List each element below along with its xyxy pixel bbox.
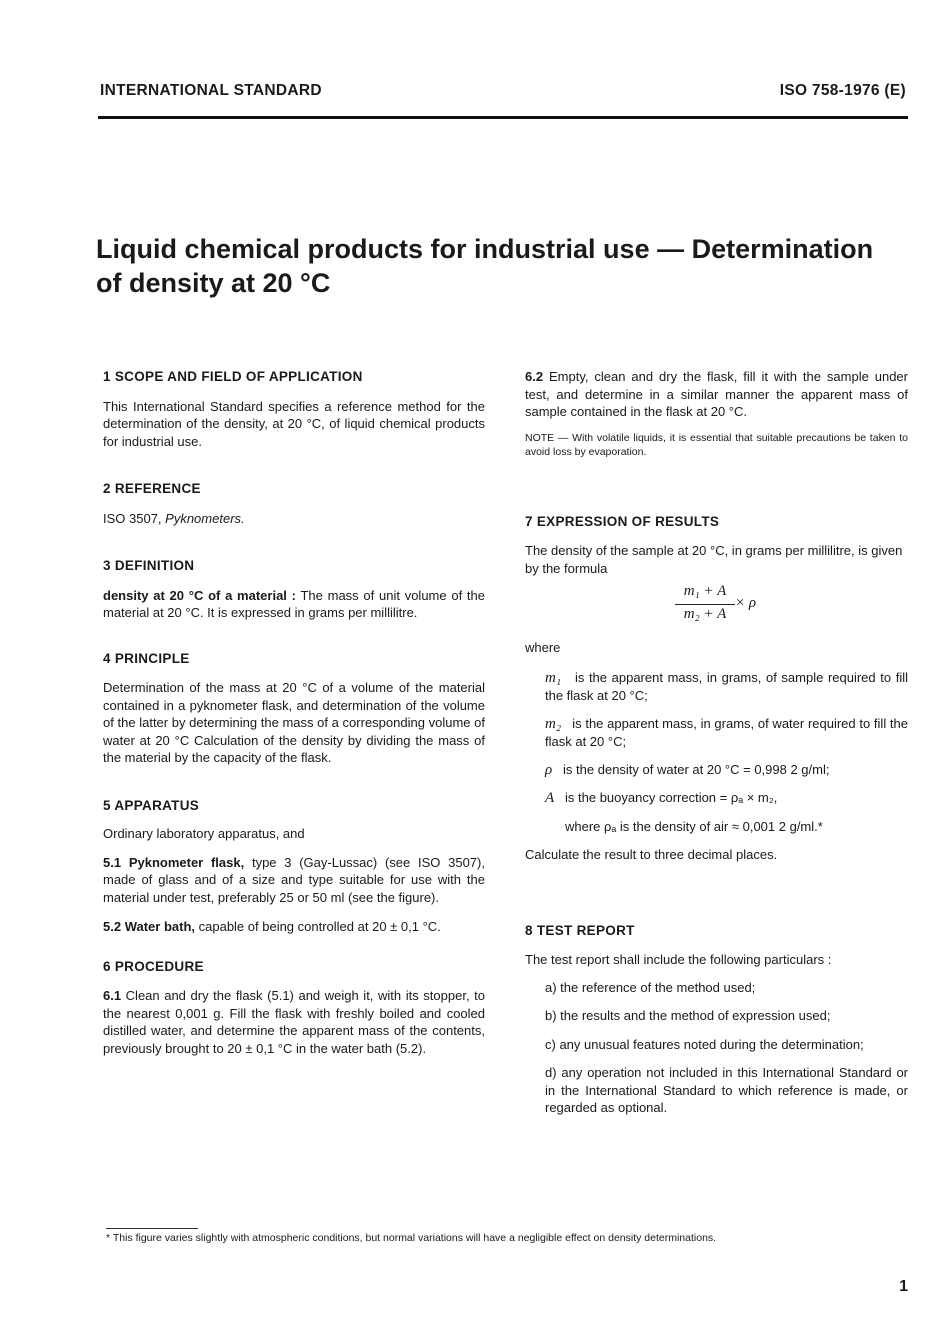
procedure-note: NOTE — With volatile liquids, it is essential that suitable precautions be taken to avoid loss by evaporation. bbox=[525, 431, 908, 458]
section-4-heading: 4 PRINCIPLE bbox=[103, 650, 190, 666]
item-6-1 bbox=[103, 987, 485, 1057]
report-item-a: a) the reference of the method used; bbox=[545, 979, 756, 995]
definition-a bbox=[525, 789, 908, 808]
section-2-text bbox=[103, 510, 485, 528]
title-line-2: of density at 20 °C bbox=[96, 268, 331, 298]
definition-m1 bbox=[525, 669, 908, 705]
header-left: INTERNATIONAL STANDARD bbox=[100, 82, 322, 99]
section-1-text: This International Standard specifies a reference method for the determination of the density, at 20 °C, of liquid chemical products for industrial use. bbox=[103, 398, 485, 449]
rho-text: is the density of water at 20 °C = 0,998 2 g/ml; bbox=[563, 761, 830, 777]
page-title bbox=[96, 232, 916, 300]
definition-rho bbox=[525, 761, 908, 780]
section-3-text bbox=[103, 587, 485, 622]
page-number: 1 bbox=[899, 1278, 908, 1295]
item-5-2-text: capable of being controlled at 20 ± 0,1 °C. bbox=[195, 919, 441, 934]
report-items bbox=[525, 979, 908, 1117]
item-6-1-text: Clean and dry the flask (5.1) and weigh it, with its stopper, to the nearest 0,001 g. Fill the flask with freshly boiled and cooled distilled water, and determine the apparent mass of the contents, previously brought to 20 ± 0,1 °C in the water bath (5.2). bbox=[103, 988, 485, 1056]
report-item-c: c) any unusual features noted during the determination; bbox=[545, 1036, 864, 1052]
definition-text: The mass of unit volume of the material at 20 °C. It is expressed in grams per millilitre. bbox=[103, 587, 485, 620]
section-5-intro: Ordinary laboratory apparatus, and bbox=[103, 826, 305, 841]
section-5-heading: 5 APPARATUS bbox=[103, 797, 200, 813]
section-7-intro: The density of the sample at 20 °C, in grams per millilitre, is given by the formula bbox=[525, 543, 903, 576]
formula-fraction-bar bbox=[675, 604, 735, 605]
section-4-text: Determination of the mass at 20 °C of a volume of the material contained in a pyknometer flask, and determination of the volume of the latter by determining the mass of a corresponding volume of water at 20 °C Calculation of the density by dividing the mass of the material by the capacity of the flask. bbox=[103, 680, 485, 765]
section-3-heading: 3 DEFINITION bbox=[103, 558, 195, 573]
formula-multiplier: × ρ bbox=[735, 595, 757, 611]
item-6-1-number: 6.1 bbox=[103, 988, 122, 1003]
section-8-heading: 8 TEST REPORT bbox=[525, 922, 635, 938]
definition-term: density at 20 °C of a material : bbox=[103, 587, 296, 603]
footnote-rule bbox=[106, 1228, 198, 1229]
where-label: where bbox=[525, 640, 561, 655]
formula-denominator: m₂ + A bbox=[683, 606, 727, 622]
section-1-heading: 1 SCOPE AND FIELD OF APPLICATION bbox=[103, 369, 363, 384]
report-item-d: d) any operation not included in this International Standard or in the International Standard to which reference is made, or regarded as optional. bbox=[545, 1065, 908, 1115]
item-6-2 bbox=[525, 368, 908, 421]
symbol-m1: m₁ bbox=[545, 669, 562, 686]
a-text: is the buoyancy correction = ρₐ × m₂, bbox=[565, 790, 778, 805]
calculation-note: Calculate the result to three decimal places. bbox=[525, 847, 778, 862]
item-5-1-text: type 3 (Gay-Lussac) (see ISO 3507), made of glass and of a size and type suitable for use with the material under test, preferably 25 or 50 ml (see the figure). bbox=[103, 854, 485, 905]
reference-title: Pyknometers. bbox=[165, 510, 245, 526]
header-rule bbox=[98, 116, 908, 119]
title-line-1: Liquid chemical products for industrial use — Determination bbox=[96, 234, 874, 264]
item-5-2-term: Water bath, bbox=[124, 919, 196, 934]
air-density: where ρₐ is the density of air ≈ 0,001 2 g/ml.* bbox=[565, 818, 823, 834]
section-7-heading: 7 EXPRESSION OF RESULTS bbox=[525, 513, 720, 529]
m2-text: is the apparent mass, in grams, of water required to fill the flask at 20 °C; bbox=[545, 715, 908, 749]
right-column bbox=[525, 368, 908, 1117]
density-formula bbox=[525, 577, 908, 633]
item-5-1-number: 5.1 bbox=[103, 854, 122, 870]
header-right: ISO 758-1976 (E) bbox=[779, 82, 906, 99]
item-5-1 bbox=[103, 854, 485, 907]
footnote: * This figure varies slightly with atmospheric conditions, but normal variations will have a negligible effect on density determinations. bbox=[106, 1232, 717, 1244]
symbol-a: A bbox=[545, 790, 555, 806]
symbol-m2: m₂ bbox=[545, 715, 562, 732]
symbol-rho: ρ bbox=[545, 761, 553, 778]
item-6-2-text: Empty, clean and dry the flask, fill it with the sample under test, and determine in a similar manner the apparent mass of sample contained in the flask at 20 °C. bbox=[525, 369, 908, 419]
left-column bbox=[103, 368, 485, 1057]
m1-text: is the apparent mass, in grams, of sample required to fill the flask at 20 °C; bbox=[545, 669, 909, 703]
reference-number: ISO 3507, bbox=[103, 510, 166, 526]
formula-numerator: m₁ + A bbox=[683, 583, 727, 599]
item-6-2-number: 6.2 bbox=[525, 369, 544, 384]
report-item-b: b) the results and the method of expression used; bbox=[545, 1008, 831, 1023]
item-5-2-number: 5.2 bbox=[103, 919, 122, 934]
item-5-1-term: Pyknometer flask, bbox=[128, 854, 245, 870]
item-5-2 bbox=[103, 918, 485, 936]
section-6-heading: 6 PROCEDURE bbox=[103, 958, 204, 974]
definition-m2 bbox=[525, 715, 908, 751]
section-8-intro: The test report shall include the following particulars : bbox=[525, 952, 832, 967]
section-2-heading: 2 REFERENCE bbox=[103, 481, 201, 496]
